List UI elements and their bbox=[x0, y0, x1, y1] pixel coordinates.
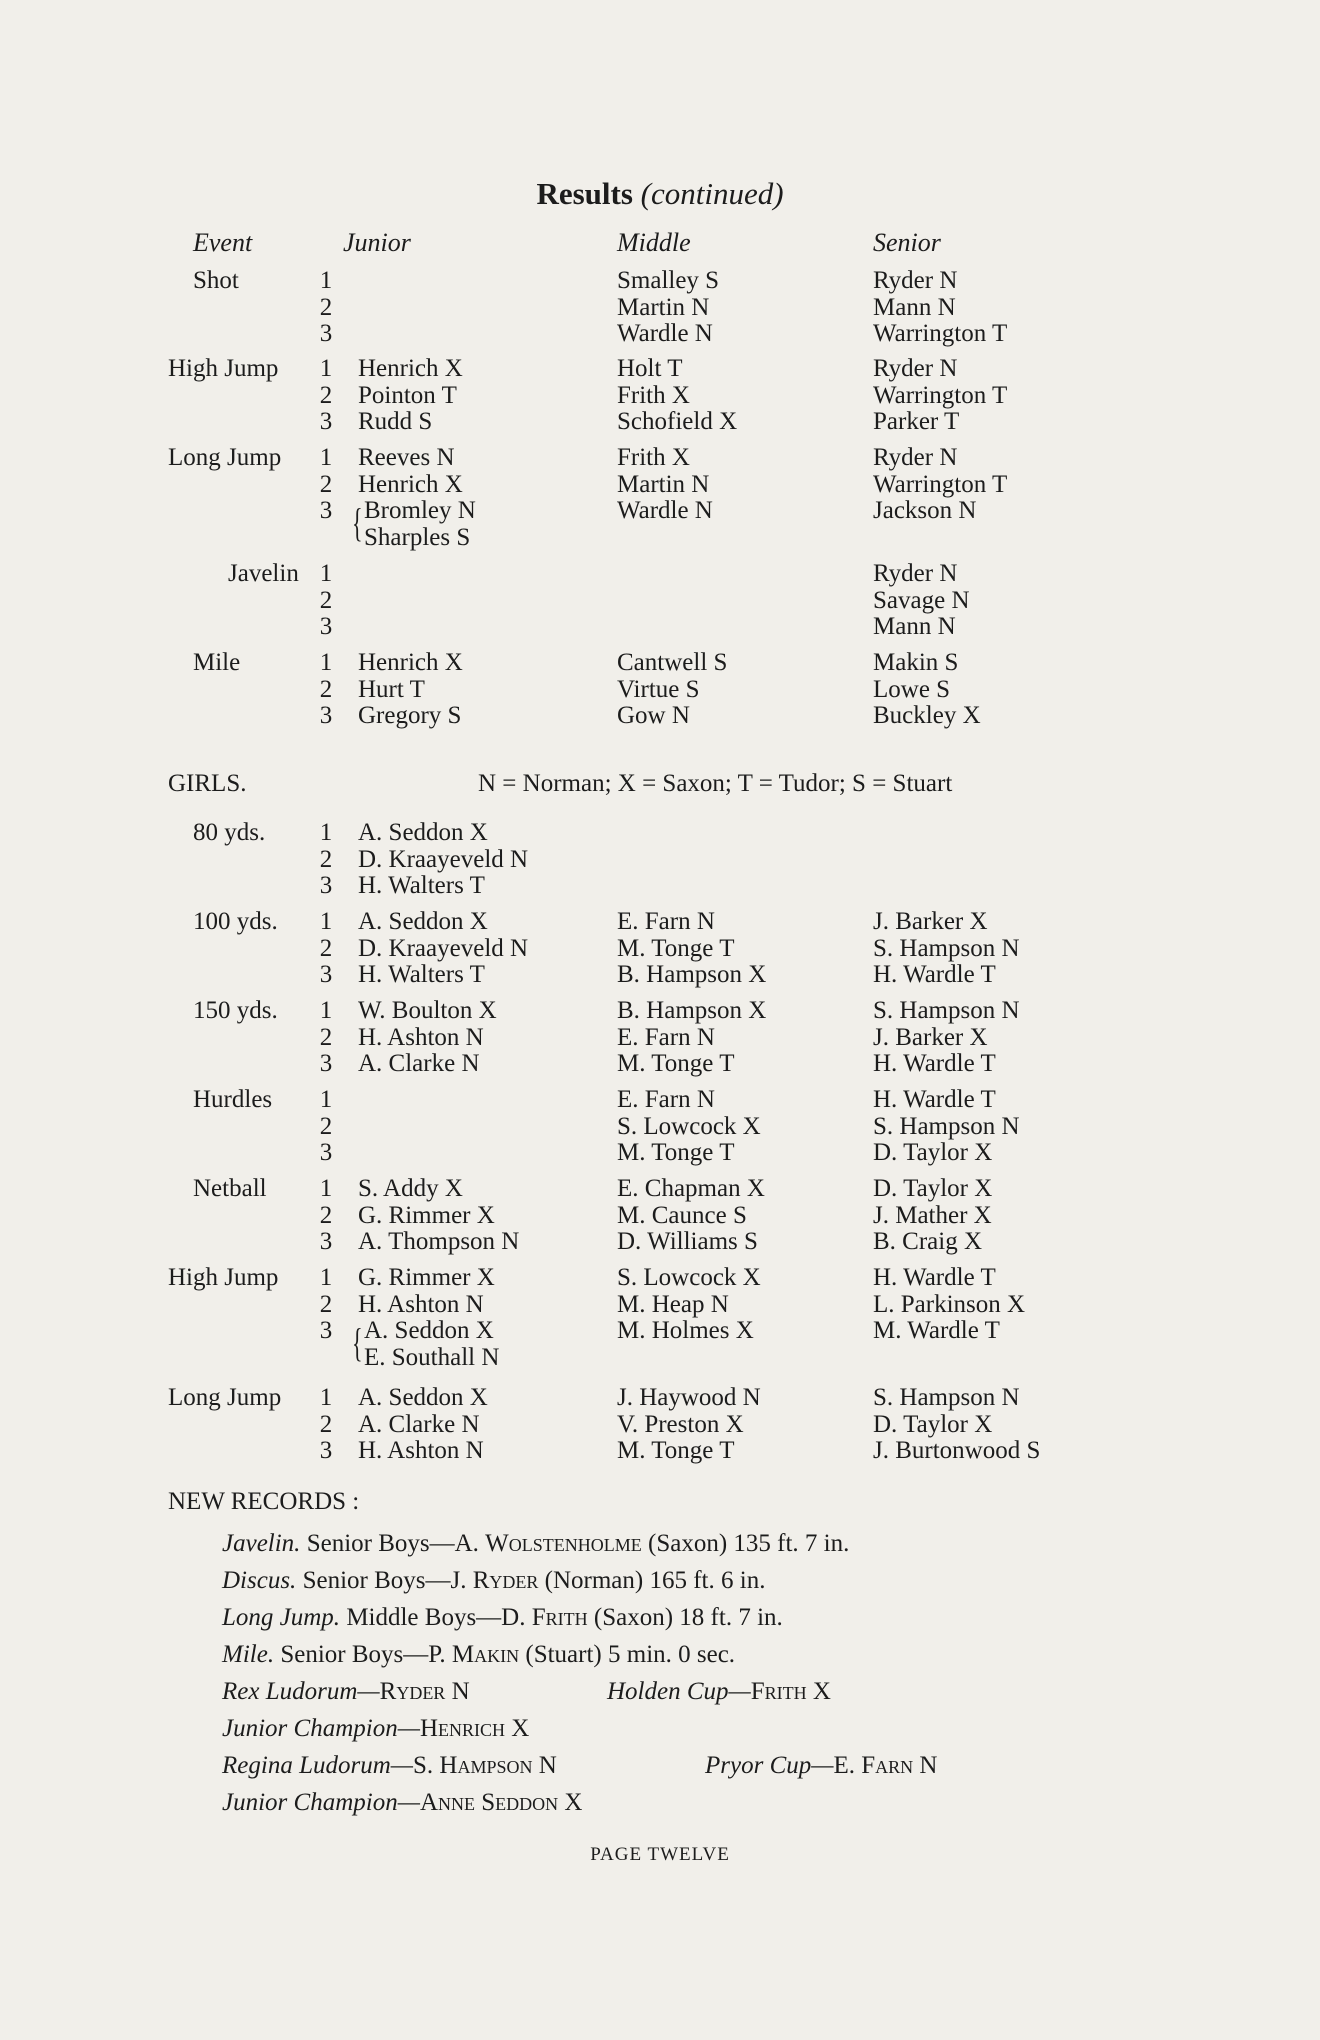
record-pre: Senior Boys—A. bbox=[306, 1530, 486, 1557]
junior-result: Gregory S bbox=[358, 702, 462, 729]
senior-result: S. Hampson N bbox=[873, 1112, 1020, 1140]
junior-result: A. Clarke N bbox=[358, 1050, 480, 1077]
junior-result: D. Kraayeveld N bbox=[358, 845, 529, 873]
place-number: 2 bbox=[319, 1410, 333, 1438]
place-number: 1 bbox=[319, 649, 333, 676]
junior-result: H. Ashton N bbox=[358, 1290, 484, 1318]
place-number: 1 bbox=[319, 1384, 333, 1411]
middle-result: M. Caunce S bbox=[617, 1201, 747, 1229]
header-event: Event bbox=[193, 228, 253, 257]
award-label: Pryor Cup— bbox=[705, 1752, 834, 1779]
place-number: 3 bbox=[319, 1139, 333, 1166]
junior-result: Bromley N bbox=[364, 497, 476, 524]
place-number: 2 bbox=[319, 381, 333, 409]
place-number: 1 bbox=[319, 1175, 333, 1202]
record-item bbox=[222, 1567, 765, 1595]
event-name: Long Jump bbox=[168, 1384, 282, 1411]
place-number: 1 bbox=[319, 997, 333, 1024]
middle-result: Frith X bbox=[617, 444, 690, 471]
header-senior: Senior bbox=[873, 228, 941, 257]
senior-result: Ryder N bbox=[873, 560, 958, 587]
award-winner: S. Hampson bbox=[412, 1752, 533, 1779]
place-number: 2 bbox=[319, 1201, 333, 1229]
junior-result: H. Walters T bbox=[358, 872, 485, 899]
record-detail: (Stuart) 5 min. 0 sec. bbox=[519, 1641, 736, 1668]
junior-result: A. Clarke N bbox=[358, 1410, 480, 1438]
record-event: Mile. bbox=[222, 1641, 275, 1668]
event-name: Long Jump bbox=[168, 444, 282, 471]
junior-result: A. Thompson N bbox=[358, 1228, 520, 1255]
senior-result: Mann N bbox=[873, 293, 956, 321]
middle-result: E. Chapman X bbox=[617, 1175, 765, 1202]
senior-result: Ryder N bbox=[873, 444, 958, 471]
senior-result: Jackson N bbox=[873, 497, 977, 524]
event-name: Javelin bbox=[228, 560, 299, 587]
award-item bbox=[222, 1678, 470, 1706]
place-number: 2 bbox=[319, 845, 333, 873]
award-item bbox=[222, 1789, 582, 1817]
senior-result: J. Barker X bbox=[873, 1023, 988, 1051]
place-number: 3 bbox=[319, 497, 333, 524]
senior-result: Warrington T bbox=[873, 470, 1008, 498]
place-number: 2 bbox=[319, 586, 333, 614]
junior-result: D. Kraayeveld N bbox=[358, 934, 529, 962]
middle-result: Wardle N bbox=[617, 497, 713, 524]
award-item bbox=[607, 1678, 831, 1706]
place-number: 1 bbox=[319, 560, 333, 587]
place-number: 3 bbox=[319, 320, 333, 347]
award-winner: Frith bbox=[750, 1678, 807, 1705]
middle-result: S. Lowcock X bbox=[617, 1264, 761, 1291]
award-label: Rex Ludorum— bbox=[222, 1678, 380, 1705]
title-sub: (continued) bbox=[640, 176, 784, 211]
award-item bbox=[222, 1715, 529, 1743]
award-label: Junior Champion— bbox=[222, 1789, 420, 1816]
senior-result: Makin S bbox=[873, 649, 959, 676]
place-number: 2 bbox=[319, 1290, 333, 1318]
record-detail: (Norman) 165 ft. 6 in. bbox=[538, 1567, 766, 1594]
award-house: X bbox=[806, 1678, 831, 1705]
senior-result: H. Wardle T bbox=[873, 961, 996, 988]
junior-result: Rudd S bbox=[358, 408, 433, 435]
junior-result: Henrich X bbox=[358, 649, 463, 676]
senior-result: D. Taylor X bbox=[873, 1410, 993, 1438]
senior-result: J. Mather X bbox=[873, 1201, 992, 1229]
award-house: X bbox=[558, 1789, 583, 1816]
middle-result: Frith X bbox=[617, 381, 690, 409]
junior-result: E. Southall N bbox=[364, 1343, 500, 1371]
award-label: Regina Ludorum— bbox=[222, 1752, 413, 1779]
senior-result: Parker T bbox=[873, 408, 960, 435]
middle-result: Holt T bbox=[617, 355, 683, 382]
middle-result: Wardle N bbox=[617, 320, 713, 347]
middle-result: V. Preston X bbox=[617, 1410, 744, 1438]
records-heading: NEW RECORDS : bbox=[168, 1488, 360, 1515]
record-item bbox=[222, 1530, 849, 1558]
record-holder: Frith bbox=[531, 1604, 588, 1631]
middle-result: E. Farn N bbox=[617, 908, 715, 935]
award-label: Holden Cup— bbox=[607, 1678, 751, 1705]
junior-result: W. Boulton X bbox=[358, 997, 497, 1024]
event-name: Mile bbox=[193, 649, 241, 676]
place-number: 3 bbox=[319, 872, 333, 899]
junior-result: Henrich X bbox=[358, 470, 463, 498]
middle-result: M. Tonge T bbox=[617, 1437, 735, 1464]
record-pre: Senior Boys—P. bbox=[280, 1641, 452, 1668]
senior-result: Buckley X bbox=[873, 702, 981, 729]
place-number: 1 bbox=[319, 1264, 333, 1291]
senior-result: S. Hampson N bbox=[873, 1384, 1020, 1411]
middle-result: Smalley S bbox=[617, 267, 720, 294]
event-name: 150 yds. bbox=[193, 997, 278, 1024]
event-name: Netball bbox=[193, 1175, 267, 1202]
page-footer: PAGE TWELVE bbox=[590, 1844, 730, 1865]
senior-result: Lowe S bbox=[873, 675, 951, 703]
senior-result: M. Wardle T bbox=[873, 1317, 1000, 1344]
middle-result: Martin N bbox=[617, 470, 710, 498]
junior-result: S. Addy X bbox=[358, 1175, 463, 1202]
place-number: 1 bbox=[319, 819, 333, 846]
award-item bbox=[705, 1752, 937, 1780]
junior-result: G. Rimmer X bbox=[358, 1264, 495, 1291]
event-name: Shot bbox=[193, 267, 239, 294]
middle-result: M. Tonge T bbox=[617, 1139, 735, 1166]
girls-label: GIRLS. bbox=[168, 770, 247, 797]
senior-result: D. Taylor X bbox=[873, 1139, 993, 1166]
tie-brace: { bbox=[352, 1320, 363, 1365]
junior-result: A. Seddon X bbox=[358, 908, 488, 935]
header-middle: Middle bbox=[617, 228, 691, 257]
junior-result: Henrich X bbox=[358, 355, 463, 382]
middle-result: M. Heap N bbox=[617, 1290, 729, 1318]
senior-result: H. Wardle T bbox=[873, 1086, 996, 1113]
place-number: 1 bbox=[319, 444, 333, 471]
middle-result: Schofield X bbox=[617, 408, 738, 435]
award-house: N bbox=[532, 1752, 557, 1779]
record-pre: Middle Boys—D. bbox=[346, 1604, 532, 1631]
junior-result: H. Walters T bbox=[358, 961, 485, 988]
junior-result: A. Seddon X bbox=[358, 1384, 488, 1411]
event-name: 100 yds. bbox=[193, 908, 278, 935]
event-name: High Jump bbox=[168, 1264, 279, 1291]
junior-result: Pointon T bbox=[358, 381, 457, 409]
event-name: Hurdles bbox=[193, 1086, 273, 1113]
middle-result: B. Hampson X bbox=[617, 961, 767, 988]
record-holder: Ryder bbox=[472, 1567, 539, 1594]
record-event: Discus. bbox=[222, 1567, 297, 1594]
senior-result: S. Hampson N bbox=[873, 934, 1020, 962]
junior-result: A. Seddon X bbox=[358, 819, 488, 846]
place-number: 2 bbox=[319, 470, 333, 498]
award-winner: Henrich bbox=[419, 1715, 505, 1742]
award-house: X bbox=[505, 1715, 530, 1742]
senior-result: Savage N bbox=[873, 586, 970, 614]
place-number: 2 bbox=[319, 293, 333, 321]
place-number: 2 bbox=[319, 675, 333, 703]
middle-result: M. Tonge T bbox=[617, 934, 735, 962]
junior-result: H. Ashton N bbox=[358, 1023, 484, 1051]
record-pre: Senior Boys—J. bbox=[302, 1567, 473, 1594]
middle-result: Gow N bbox=[617, 702, 690, 729]
senior-result: L. Parkinson X bbox=[873, 1290, 1026, 1318]
senior-result: Ryder N bbox=[873, 267, 958, 294]
place-number: 1 bbox=[319, 267, 333, 294]
house-legend: N = Norman; X = Saxon; T = Tudor; S = Stuart bbox=[478, 770, 953, 797]
record-item bbox=[222, 1641, 735, 1669]
junior-result: G. Rimmer X bbox=[358, 1201, 495, 1229]
senior-result: H. Wardle T bbox=[873, 1264, 996, 1291]
place-number: 3 bbox=[319, 613, 333, 640]
senior-result: J. Burtonwood S bbox=[873, 1437, 1041, 1464]
award-item bbox=[222, 1752, 557, 1780]
place-number: 3 bbox=[319, 1437, 333, 1464]
middle-result: Cantwell S bbox=[617, 649, 728, 676]
middle-result: M. Tonge T bbox=[617, 1050, 735, 1077]
event-name: High Jump bbox=[168, 355, 279, 382]
award-winner: Ryder bbox=[379, 1678, 446, 1705]
place-number: 1 bbox=[319, 1086, 333, 1113]
place-number: 3 bbox=[319, 702, 333, 729]
award-winner: E. Farn bbox=[833, 1752, 914, 1779]
junior-result: A. Seddon X bbox=[364, 1317, 494, 1344]
award-label: Junior Champion— bbox=[222, 1715, 420, 1742]
title-main: Results bbox=[536, 176, 633, 211]
senior-result: Warrington T bbox=[873, 320, 1008, 347]
junior-result: Sharples S bbox=[364, 523, 471, 551]
senior-result: Mann N bbox=[873, 613, 956, 640]
senior-result: Warrington T bbox=[873, 381, 1008, 409]
middle-result: E. Farn N bbox=[617, 1023, 715, 1051]
senior-result: J. Barker X bbox=[873, 908, 988, 935]
junior-result: Reeves N bbox=[358, 444, 455, 471]
record-event: Javelin. bbox=[222, 1530, 301, 1557]
senior-result: B. Craig X bbox=[873, 1228, 983, 1255]
senior-result: H. Wardle T bbox=[873, 1050, 996, 1077]
middle-result: B. Hampson X bbox=[617, 997, 767, 1024]
record-holder: Wolstenholme bbox=[485, 1530, 642, 1557]
place-number: 2 bbox=[319, 1023, 333, 1051]
junior-result: Hurt T bbox=[358, 675, 425, 703]
middle-result: M. Holmes X bbox=[617, 1317, 754, 1344]
award-house: N bbox=[445, 1678, 470, 1705]
event-name: 80 yds. bbox=[193, 819, 266, 846]
middle-result: S. Lowcock X bbox=[617, 1112, 761, 1140]
record-detail: (Saxon) 135 ft. 7 in. bbox=[641, 1530, 850, 1557]
place-number: 3 bbox=[319, 1228, 333, 1255]
senior-result: S. Hampson N bbox=[873, 997, 1020, 1024]
senior-result: D. Taylor X bbox=[873, 1175, 993, 1202]
middle-result: D. Williams S bbox=[617, 1228, 758, 1255]
place-number: 1 bbox=[319, 908, 333, 935]
place-number: 3 bbox=[319, 408, 333, 435]
record-detail: (Saxon) 18 ft. 7 in. bbox=[587, 1604, 783, 1631]
junior-result: H. Ashton N bbox=[358, 1437, 484, 1464]
senior-result: Ryder N bbox=[873, 355, 958, 382]
place-number: 2 bbox=[319, 1112, 333, 1140]
place-number: 3 bbox=[319, 1050, 333, 1077]
middle-result: E. Farn N bbox=[617, 1086, 715, 1113]
middle-result: Martin N bbox=[617, 293, 710, 321]
place-number: 1 bbox=[319, 355, 333, 382]
place-number: 3 bbox=[319, 961, 333, 988]
page-title bbox=[0, 176, 1320, 212]
place-number: 3 bbox=[319, 1317, 333, 1344]
record-holder: Makin bbox=[451, 1641, 520, 1668]
place-number: 2 bbox=[319, 934, 333, 962]
tie-brace: { bbox=[352, 500, 363, 545]
middle-result: Virtue S bbox=[617, 675, 700, 703]
record-event: Long Jump. bbox=[222, 1604, 341, 1631]
record-item bbox=[222, 1604, 783, 1632]
award-house: N bbox=[913, 1752, 938, 1779]
middle-result: J. Haywood N bbox=[617, 1384, 761, 1411]
award-winner: Anne Seddon bbox=[419, 1789, 559, 1816]
header-junior: Junior bbox=[343, 228, 411, 257]
